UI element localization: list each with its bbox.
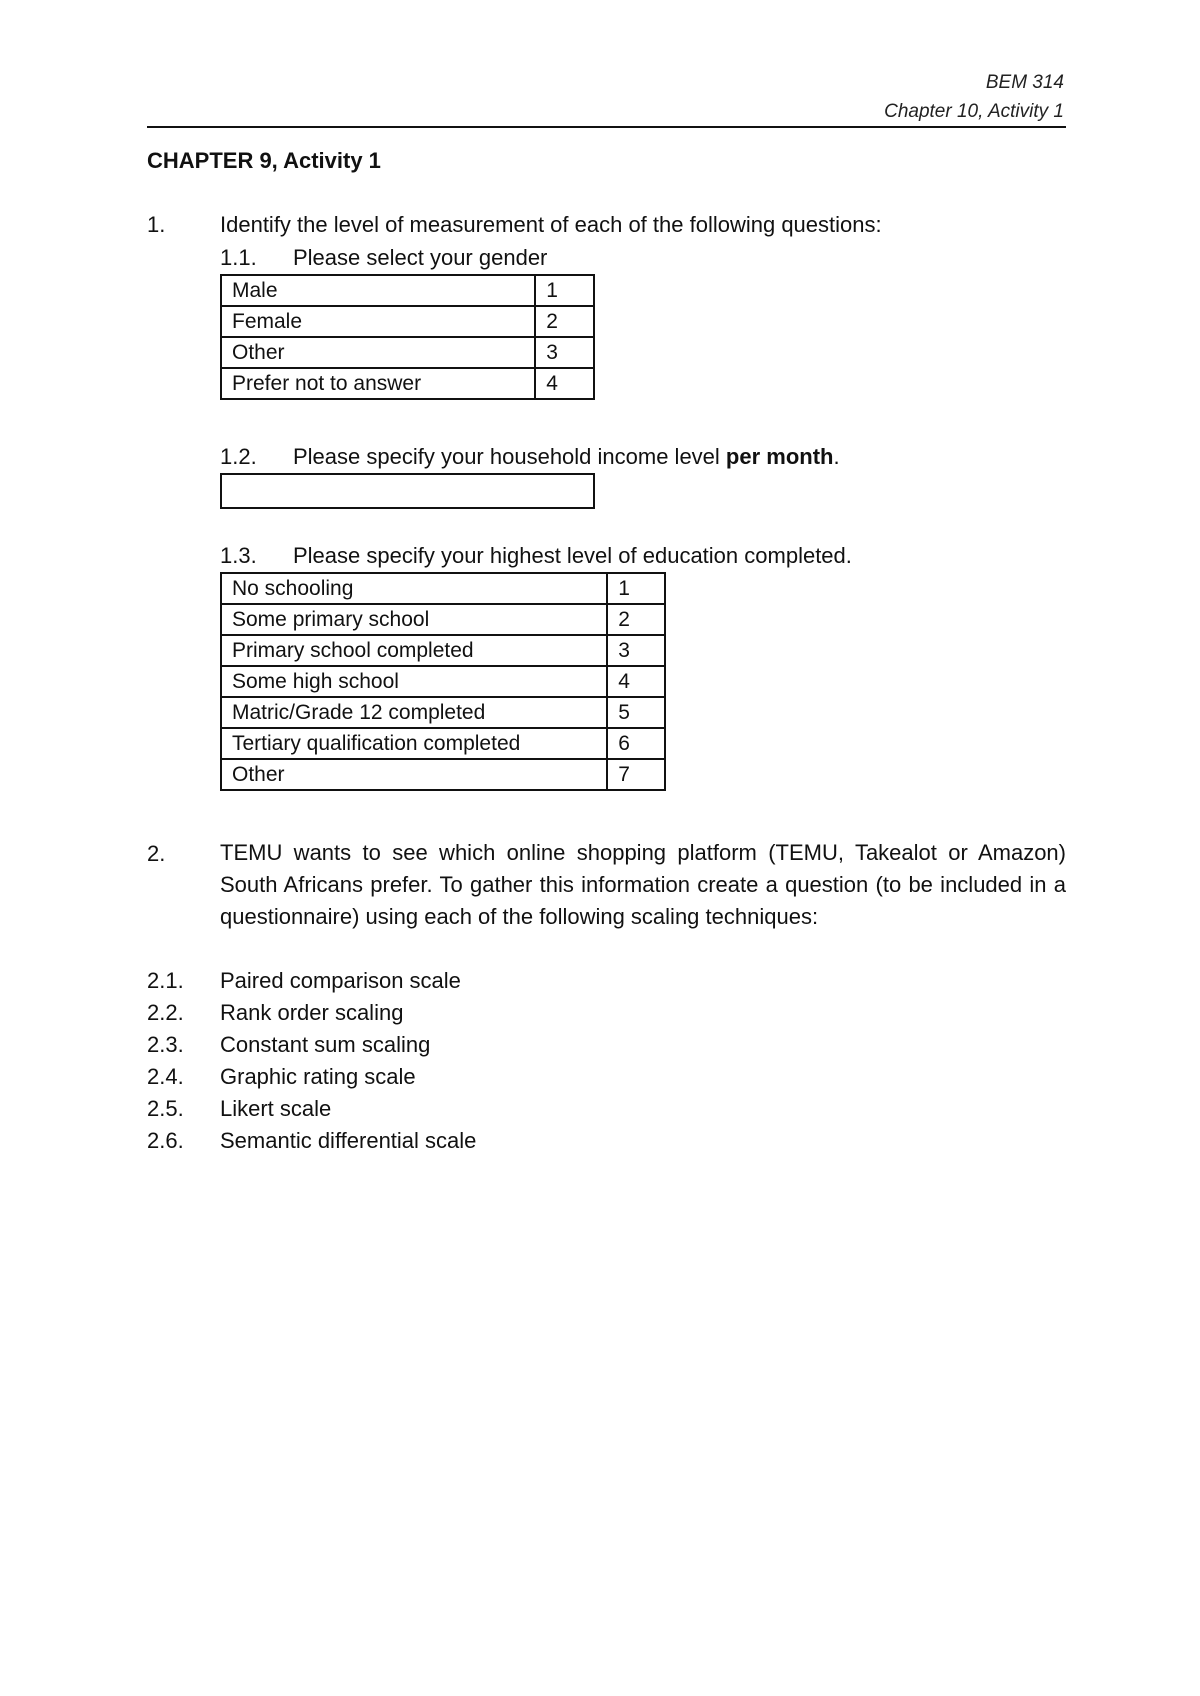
- q1-3-number: 1.3.: [220, 543, 257, 568]
- scaling-item-label: Graphic rating scale: [220, 1064, 416, 1089]
- education-option-label: Other: [221, 759, 607, 790]
- education-row: [221, 697, 665, 728]
- scaling-item: [147, 1000, 403, 1026]
- q1-2-text-bold: per month: [725, 444, 834, 469]
- scaling-item-label: Rank order scaling: [220, 1000, 404, 1025]
- education-row: [221, 604, 665, 635]
- scaling-item-label: Likert scale: [220, 1096, 332, 1121]
- scaling-item: [147, 1128, 476, 1154]
- education-option-label: No schooling: [221, 573, 607, 604]
- q1-1-number: 1.1.: [220, 245, 257, 270]
- q1-2-text-end: .: [833, 444, 840, 469]
- education-option-code: 1: [607, 573, 665, 604]
- scaling-item: [147, 968, 461, 994]
- education-option-code: 4: [607, 666, 665, 697]
- scaling-item: [147, 1064, 416, 1090]
- q1-2-text-main: Please specify your household income level: [293, 444, 726, 469]
- q2-number: 2.: [147, 841, 166, 866]
- education-option-code: 3: [607, 635, 665, 666]
- q1-1-text: Please select your gender: [293, 245, 548, 270]
- education-row: [221, 635, 665, 666]
- scaling-item: [147, 1032, 430, 1058]
- education-option-code: 2: [607, 604, 665, 635]
- scaling-item-number: 2.4.: [147, 1064, 184, 1089]
- q1-text: Identify the level of measurement of each of the following questions:: [220, 212, 882, 237]
- gender-options-table: [220, 274, 595, 400]
- scaling-item-number: 2.2.: [147, 1000, 184, 1025]
- income-answer-box[interactable]: [220, 473, 595, 509]
- scaling-item: [147, 1096, 331, 1122]
- gender-option-code: 4: [535, 368, 594, 399]
- education-row: [221, 573, 665, 604]
- gender-row: [221, 368, 594, 399]
- gender-row: [221, 306, 594, 337]
- education-option-label: Primary school completed: [221, 635, 607, 666]
- education-option-label: Matric/Grade 12 completed: [221, 697, 607, 728]
- q1-3-text: Please specify your highest level of education completed.: [293, 543, 852, 568]
- header-chapter: Chapter 10, Activity 1: [884, 101, 1064, 122]
- scaling-item-label: Semantic differential scale: [220, 1128, 477, 1153]
- q1-2-text: [293, 444, 840, 470]
- education-option-label: Tertiary qualification completed: [221, 728, 607, 759]
- education-option-code: 6: [607, 728, 665, 759]
- q2-text: TEMU wants to see which online shopping platform (TEMU, Takealot or Amazon) South Africans prefer. To gather this information create a question (to be included in a questionnaire) using each of the following scaling techniques:: [220, 840, 1066, 929]
- education-option-code: 7: [607, 759, 665, 790]
- q1-number: 1.: [147, 212, 166, 237]
- education-option-label: Some high school: [221, 666, 607, 697]
- gender-option-code: 2: [535, 306, 594, 337]
- scaling-item-number: 2.6.: [147, 1128, 184, 1153]
- header-course-code: BEM 314: [985, 72, 1064, 93]
- education-option-code: 5: [607, 697, 665, 728]
- page-title: CHAPTER 9, Activity 1: [147, 148, 381, 173]
- scaling-item-label: Paired comparison scale: [220, 968, 461, 993]
- q1-2-number: 1.2.: [220, 444, 257, 469]
- scaling-item-number: 2.5.: [147, 1096, 184, 1121]
- gender-option-label: Male: [221, 275, 535, 306]
- gender-option-label: Female: [221, 306, 535, 337]
- gender-row: [221, 275, 594, 306]
- scaling-item-number: 2.3.: [147, 1032, 184, 1057]
- gender-option-code: 3: [535, 337, 594, 368]
- scaling-item-label: Constant sum scaling: [220, 1032, 431, 1057]
- header-divider: [147, 126, 1066, 128]
- education-options-table: [220, 572, 666, 791]
- education-row: [221, 666, 665, 697]
- gender-option-label: Prefer not to answer: [221, 368, 535, 399]
- gender-row: [221, 337, 594, 368]
- education-row: [221, 728, 665, 759]
- education-option-label: Some primary school: [221, 604, 607, 635]
- scaling-item-number: 2.1.: [147, 968, 184, 993]
- education-row: [221, 759, 665, 790]
- gender-option-code: 1: [535, 275, 594, 306]
- gender-option-label: Other: [221, 337, 535, 368]
